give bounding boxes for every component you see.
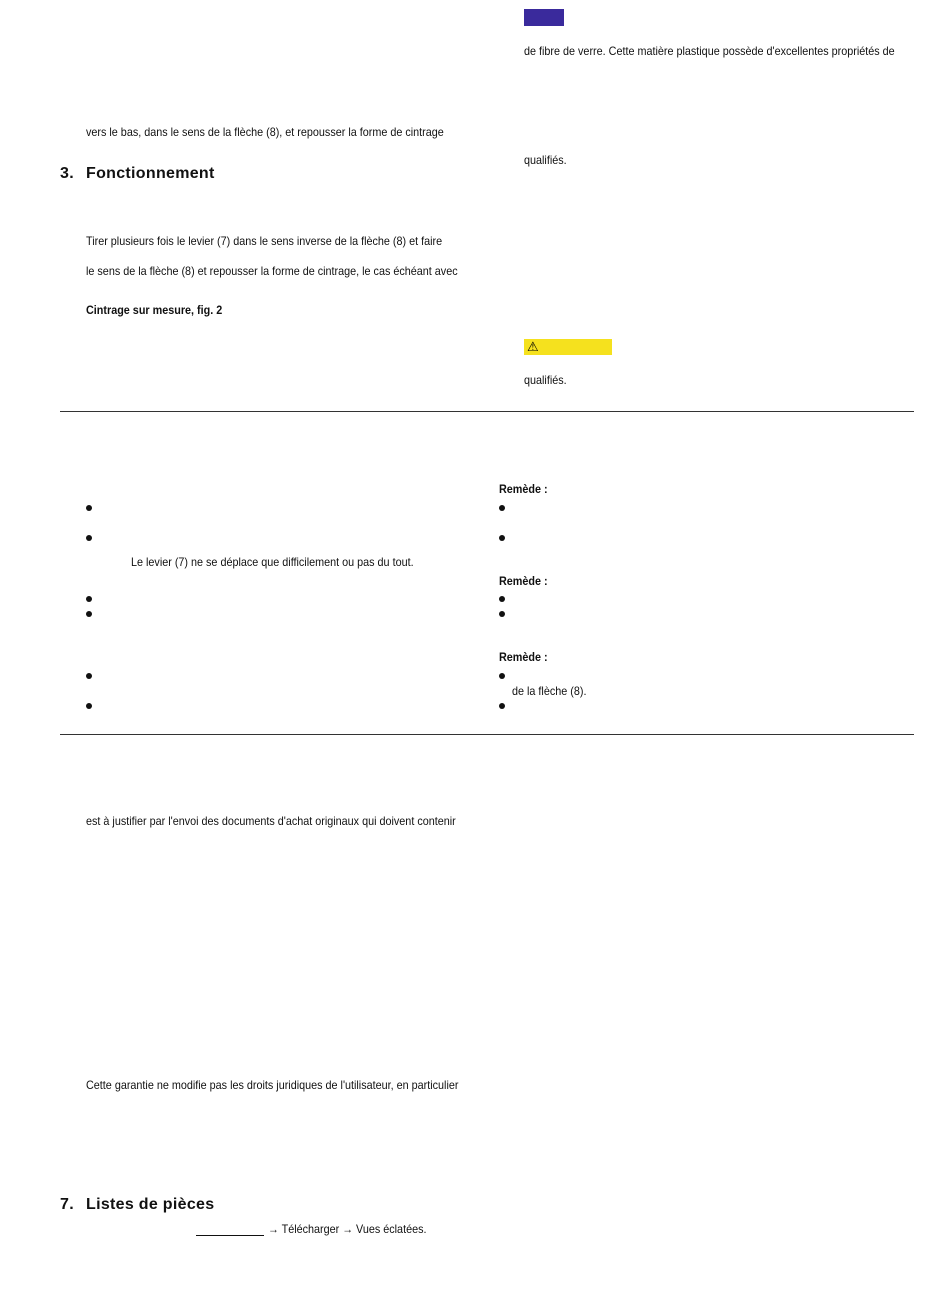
warranty-line-2: Cette garantie ne modifie pas les droits juridiques de l'utilisateur, en particulier — [86, 1078, 459, 1092]
right-text-line-3: qualifiés. — [524, 373, 567, 387]
bullet — [499, 535, 505, 541]
section-7-heading — [60, 1196, 214, 1214]
left-text-line-1: vers le bas, dans le sens de la flèche (8), et repousser la forme de cintrage — [86, 125, 444, 139]
remedy-label: Remède : — [499, 482, 548, 496]
section-divider — [60, 411, 914, 412]
bullet — [499, 611, 505, 617]
section-3-number: 3. — [60, 165, 74, 182]
issue-text: Le levier (7) ne se déplace que difficilement ou pas du tout. — [131, 555, 414, 569]
warranty-line-1: est à justifier par l'envoi des documents d'achat originaux qui doivent contenir — [86, 814, 456, 828]
download-path-text: → Télécharger → Vues éclatées. — [268, 1222, 427, 1236]
bullet — [86, 673, 92, 679]
right-text-line-2: qualifiés. — [524, 153, 567, 167]
bullet — [499, 703, 505, 709]
bullet — [499, 673, 505, 679]
left-text-line-2: Tirer plusieurs fois le levier (7) dans le sens inverse de la flèche (8) et faire — [86, 234, 443, 248]
subheading-cintrage: Cintrage sur mesure, fig. 2 — [86, 303, 223, 317]
bullet — [86, 535, 92, 541]
remedy-text: de la flèche (8). — [512, 684, 587, 698]
bullet — [499, 596, 505, 602]
notice-label-bar — [524, 9, 564, 26]
right-text-line-1: de fibre de verre. Cette matière plastique possède d'excellentes propriétés de — [524, 44, 895, 58]
section-7-number: 7. — [60, 1196, 74, 1213]
bullet — [86, 611, 92, 617]
remedy-label: Remède : — [499, 650, 548, 664]
section-7-title: Listes de pièces — [86, 1196, 215, 1213]
section-3-heading — [60, 165, 215, 183]
section-3-title: Fonctionnement — [86, 165, 215, 182]
bullet — [499, 505, 505, 511]
left-text-line-3: le sens de la flèche (8) et repousser la forme de cintrage, le cas échéant avec — [86, 264, 458, 278]
bullet — [86, 505, 92, 511]
remedy-label: Remède : — [499, 574, 548, 588]
bullet — [86, 703, 92, 709]
section-divider — [60, 734, 914, 735]
link-placeholder[interactable] — [196, 1222, 264, 1236]
warning-triangle-icon: ⚠ — [527, 339, 539, 354]
warning-label-bar — [524, 339, 612, 355]
bullet — [86, 596, 92, 602]
